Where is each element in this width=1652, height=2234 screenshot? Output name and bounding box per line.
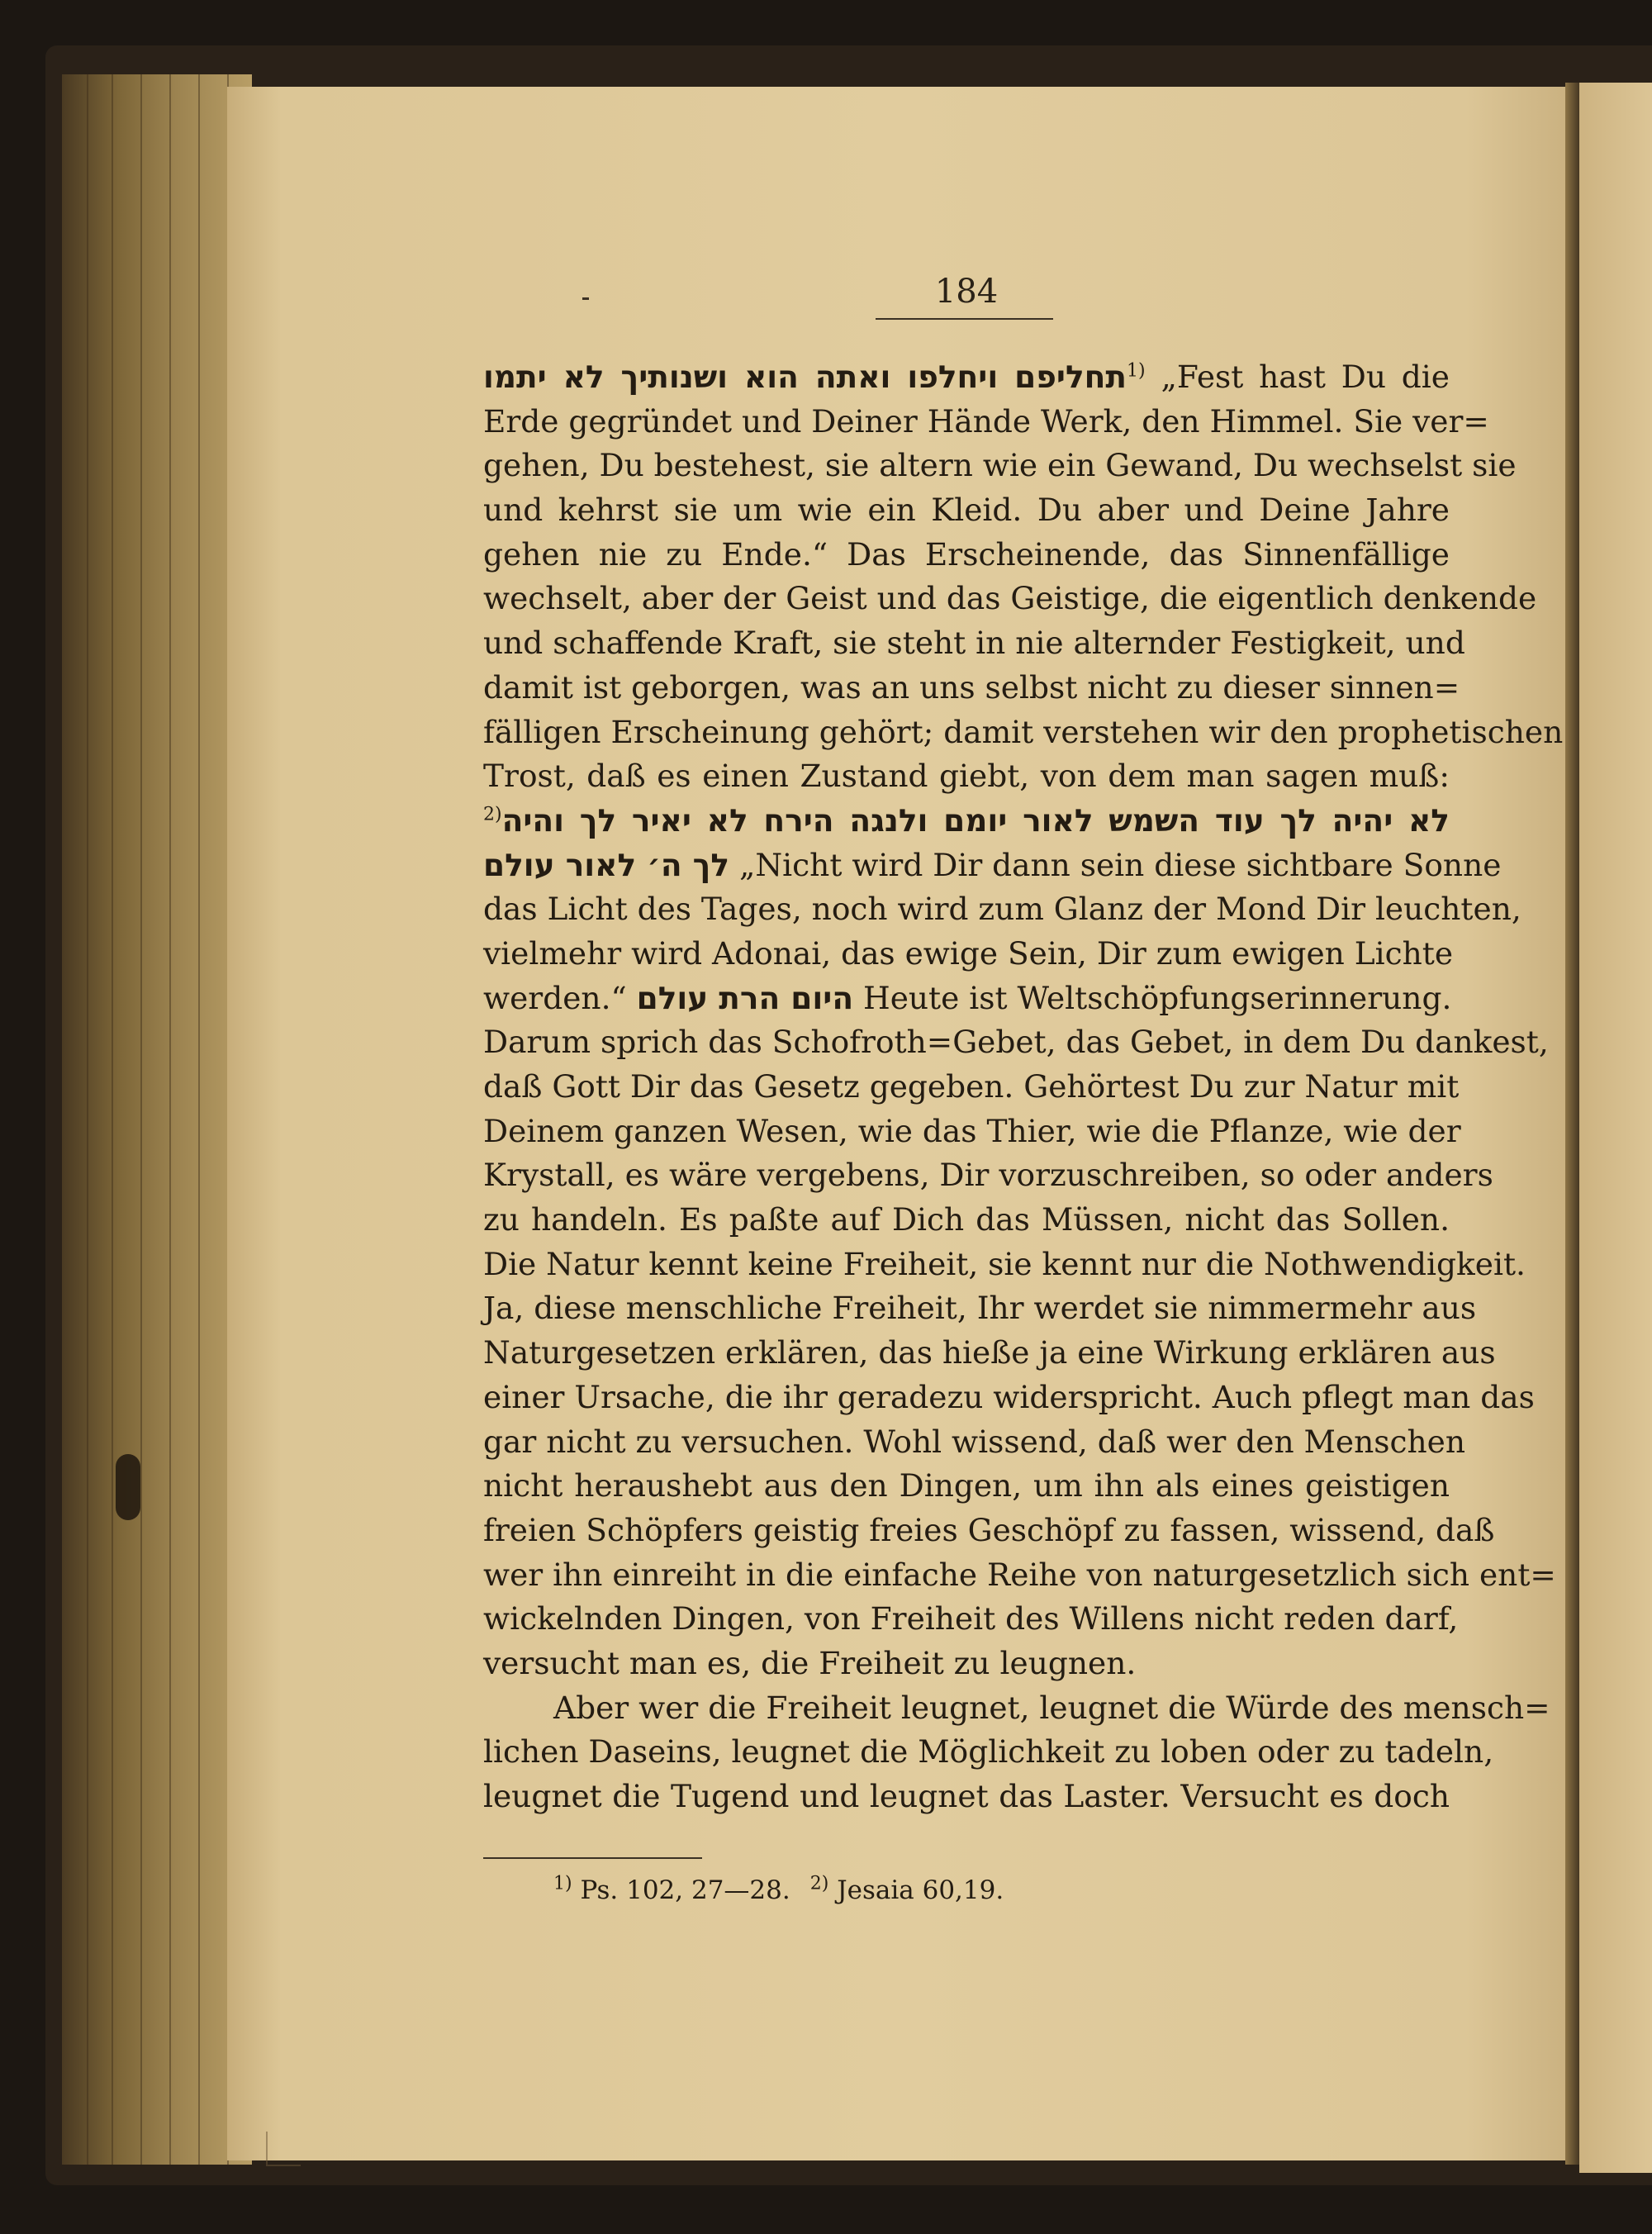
footnote-text: Ps. 102, 27—28. [580, 1875, 790, 1905]
text-line: das Licht des Tages, noch wird zum Glanz der Mond Dir leuchten, [483, 891, 1521, 928]
text-line: Die Natur kennt keine Freiheit, sie kennt nur die Nothwendigkeit. [483, 1245, 1526, 1282]
text-line [483, 355, 1450, 400]
text-line: gehen, Du bestehest, sie altern wie ein Gewand, Du wechselst sie [483, 447, 1517, 484]
text-line: freien Schöpfers geistig freies Geschöpf zu fassen, wissend, daß [483, 1511, 1495, 1548]
text-line: damit ist geborgen, was an uns selbst nicht zu dieser sinnen= [483, 668, 1460, 706]
footnote-rule [483, 1857, 702, 1859]
line-text: Heute ist Weltschöpfungserinnerung. [863, 979, 1452, 1016]
footnote-mark: 2) [809, 1873, 829, 1894]
page-corner-mark [266, 2132, 301, 2166]
text-line [483, 977, 1450, 1021]
line-text: werden.“ [483, 979, 627, 1016]
text-line: Krystall, es wäre vergebens, Dir vorzuschreiben, so oder anders [483, 1157, 1493, 1194]
text-line: zu handeln. Es paßte auf Dich das Müssen, nicht das Sollen. [483, 1201, 1450, 1238]
text-line: Erde gegründet und Deiner Hände Werk, den Himmel. Sie ver= [483, 402, 1489, 440]
text-line: Trost, daß es einen Zustand giebt, von dem man sagen muß: [483, 758, 1450, 795]
header-dot [582, 297, 589, 300]
text-line: fälligen Erscheinung gehört; damit verstehen wir den prophetischen [483, 713, 1564, 750]
text-line [483, 799, 1450, 844]
text-line: lichen Daseins, leugnet die Möglichkeit zu loben oder zu tadeln, [483, 1733, 1494, 1771]
footnote [810, 1875, 1004, 1905]
hebrew-quote: לא יהיה לך עוד השמש לאור יומם ולנגה הירח לא יאיר לך והיה [501, 801, 1450, 839]
text-line: daß Gott Dir das Gesetz gegeben. Gehörtest Du zur Natur mit [483, 1068, 1460, 1105]
text-line: leugnet die Tugend und leugnet das Laster. Versucht es doch [483, 1778, 1450, 1814]
text-line: wechselt, aber der Geist und das Geistige, die eigentlich denkende [483, 580, 1537, 617]
binding-mark [116, 1454, 140, 1520]
text-line: gar nicht zu versuchen. Wohl wissend, daß wer den Menschen [483, 1423, 1465, 1460]
footnotes [553, 1875, 1297, 1905]
line-text: „Fest hast Du die [1161, 359, 1450, 395]
facing-page-edge [1579, 83, 1652, 2173]
text-line: nicht heraushebt aus den Dingen, um ihn als eines geistigen [483, 1467, 1450, 1504]
hebrew-quote: לך ה׳ לאור עולם [483, 846, 730, 883]
line-text: „Nicht wird Dir dann sein diese sichtbare Sonne [738, 846, 1502, 883]
text-line: Aber wer die Freiheit leugnet, leugnet die Würde des mensch= [553, 1689, 1550, 1726]
hebrew-quote: תחליפם ויחלפו ואתה הוא ושנותיך לא יתמו [483, 359, 1127, 395]
text-line: Darum sprich das Schofroth=Gebet, das Gebet, in dem Du dankest, [483, 1024, 1549, 1061]
text-line [483, 844, 1502, 888]
text-line: und schaffende Kraft, sie steht in nie alternder Festigkeit, und [483, 625, 1465, 662]
hebrew-quote: היום הרת עולם [636, 979, 854, 1016]
text-line: Ja, diese menschliche Freiheit, Ihr werdet sie nimmermehr aus [483, 1290, 1477, 1327]
text-line: wickelnden Dingen, von Freiheit des Willens nicht reden darf, [483, 1600, 1459, 1637]
footnote-ref: 1) [1127, 360, 1146, 382]
body-text [483, 355, 1564, 1819]
text-line: Deinem ganzen Wesen, wie das Thier, wie die Pflanze, wie der [483, 1112, 1461, 1149]
footnote [553, 1875, 790, 1905]
text-line: versucht man es, die Freiheit zu leugnen. [483, 1644, 1137, 1681]
page-edges [62, 74, 252, 2165]
header-rule [876, 318, 1053, 320]
footnote-text: Jesaia 60,19. [837, 1875, 1004, 1905]
text-line: und kehrst sie um wie ein Kleid. Du aber und Deine Jahre [483, 492, 1450, 529]
page-number: 184 [934, 273, 999, 311]
text-line: vielmehr wird Adonai, das ewige Sein, Dir zum ewigen Lichte [483, 934, 1454, 972]
text-line: gehen nie zu Ende.“ Das Erscheinende, das Sinnenfällige [483, 535, 1450, 573]
footnote-mark: 1) [553, 1873, 572, 1894]
footnote-ref: 2) [483, 804, 502, 825]
text-line: einer Ursache, die ihr geradezu widerspricht. Auch pflegt man das [483, 1378, 1535, 1415]
text-line: wer ihn einreiht in die einfache Reihe von naturgesetzlich sich ent= [483, 1556, 1556, 1593]
text-line: Naturgesetzen erklären, das hieße ja eine Wirkung erklären aus [483, 1334, 1496, 1371]
